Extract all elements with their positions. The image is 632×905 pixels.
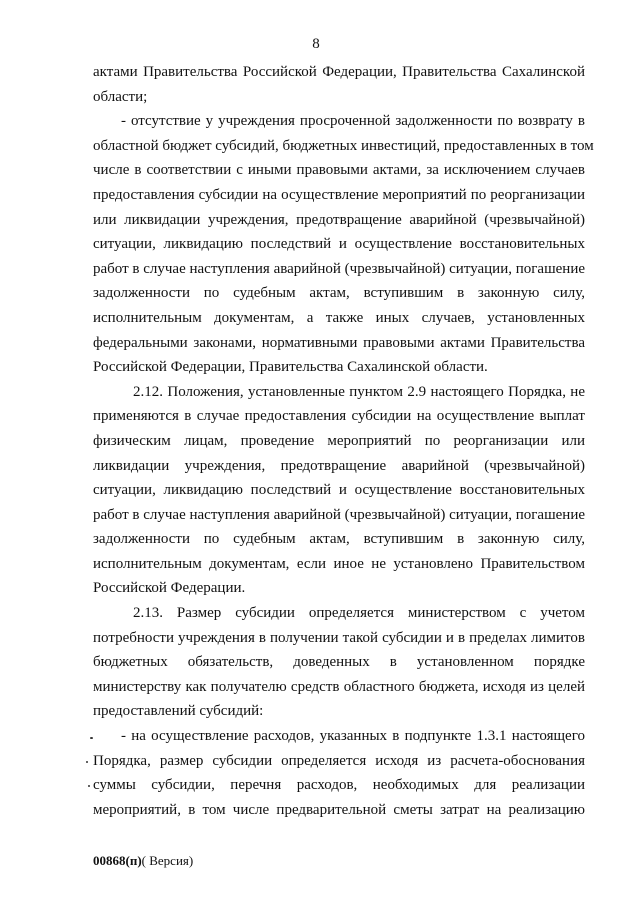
text-line: суммы субсидии, перечня расходов, необходимых для реализации xyxy=(93,777,585,794)
text-line: задолженности по судебным актам, вступившим в законную силу, xyxy=(93,531,585,548)
text-line: физическим лицам, проведение мероприятий по реорганизации или xyxy=(93,432,585,449)
text-line: ситуации, ликвидацию последствий и осуществление восстановительных xyxy=(93,236,585,253)
text-line: 2.13. Размер субсидии определяется министерством с учетом xyxy=(133,605,585,622)
text-line: актами Правительства Российской Федерации, Правительства Сахалинской xyxy=(93,64,585,80)
text-line: применяются в случае предоставления субсидии на осуществление выплат xyxy=(93,408,585,425)
text-line: министерству как получателю средств областного бюджета, исходя из целей xyxy=(93,678,585,695)
text-line: числе в соответствии с иными правовыми актами, за исключением случаев xyxy=(93,162,585,179)
text-line: предоставления субсидии на осуществление мероприятий по реорганизации xyxy=(93,186,585,203)
text-line: задолженности по судебным актам, вступившим в законную силу, xyxy=(93,285,585,302)
text-line: или ликвидации учреждения, предотвращение аварийной (чрезвычайной) xyxy=(93,211,585,228)
text-line: Порядка, размер субсидии определяется исходя из расчета-обоснования xyxy=(93,752,585,769)
scan-speck xyxy=(86,761,88,763)
text-line: области; xyxy=(93,88,148,105)
scan-speck xyxy=(90,737,93,739)
text-line: ситуации, ликвидацию последствий и осуществление восстановительных xyxy=(93,482,585,499)
page-number: 8 xyxy=(312,36,320,52)
text-line: Российской Федерации. xyxy=(93,580,246,597)
text-line: федеральными законами, нормативными правовыми актами Правительства xyxy=(93,334,585,351)
text-line: мероприятий, в том числе предварительной сметы затрат на реализацию xyxy=(93,801,585,818)
scan-speck xyxy=(88,785,90,787)
text-line: - на осуществление расходов, указанных в подпункте 1.3.1 настоящего xyxy=(121,728,585,745)
text-line: 2.12. Положения, установленные пунктом 2.9 настоящего Порядка, не xyxy=(133,383,585,400)
text-line: предоставлений субсидий: xyxy=(93,703,264,720)
document-code: 00868(п) xyxy=(93,853,142,868)
document-body xyxy=(93,60,594,822)
text-line: Российской Федерации, Правительства Сахалинской области. xyxy=(93,359,488,376)
text-line: бюджетных обязательств, доведенных в установленном порядке xyxy=(93,654,585,671)
document-version: ( Версия) xyxy=(141,853,194,868)
document-footer xyxy=(93,853,193,869)
text-line: ликвидации учреждения, предотвращение аварийной (чрезвычайной) xyxy=(93,457,585,474)
text-line: потребности учреждения в получении такой субсидии и в пределах лимитов xyxy=(93,629,585,646)
text-line: исполнительным документам, а также иных случаев, установленных xyxy=(93,309,585,326)
text-line: исполнительным документам, если иное не установлено Правительством xyxy=(93,555,585,572)
text-line: - отсутствие у учреждения просроченной задолженности по возврату в xyxy=(121,113,585,130)
text-line: работ в случае наступления аварийной (чрезвычайной) ситуации, погашение xyxy=(93,506,585,523)
text-line: областной бюджет субсидий, бюджетных инвестиций, предоставленных в том xyxy=(93,137,594,154)
text-line: работ в случае наступления аварийной (чрезвычайной) ситуации, погашение xyxy=(93,260,585,277)
